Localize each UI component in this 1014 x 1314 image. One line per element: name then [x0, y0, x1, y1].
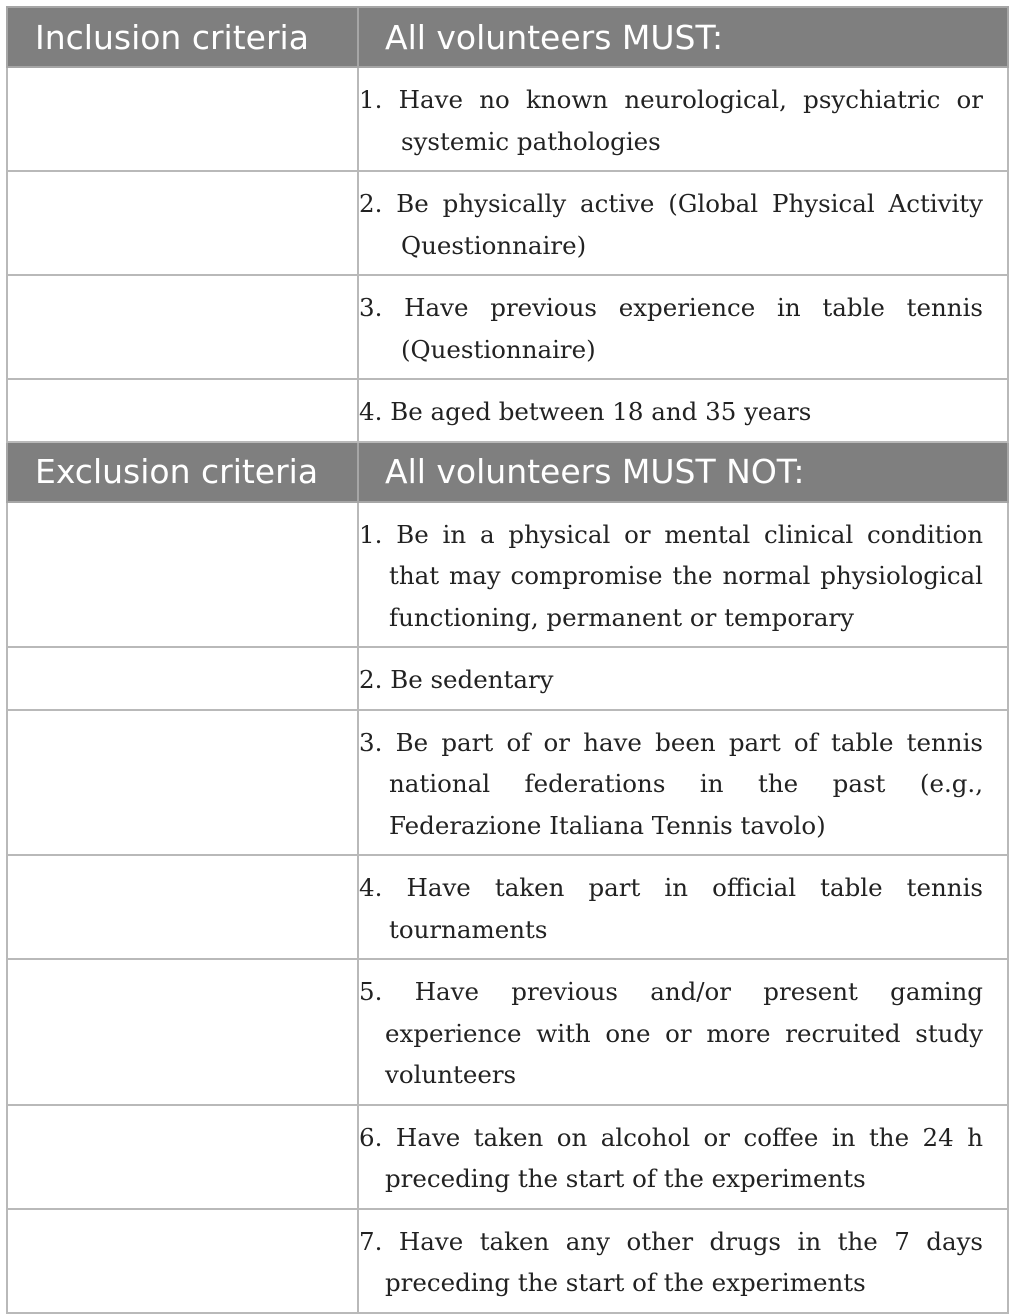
item-text: Have previous experience in table tennis (Questionnaire)	[401, 293, 983, 364]
inclusion-header-row	[7, 7, 1008, 67]
exclusion-row-5	[7, 959, 1008, 1105]
empty-cell	[7, 171, 358, 275]
empty-cell	[7, 67, 358, 171]
exclusion-item-3	[358, 710, 1008, 856]
exclusion-row-1	[7, 502, 1008, 648]
empty-cell	[7, 379, 358, 442]
empty-cell	[7, 275, 358, 379]
item-text: Have taken any other drugs in the 7 days preceding the start of the experiments	[385, 1226, 983, 1297]
exclusion-item-7	[358, 1209, 1008, 1313]
exclusion-heading: All volunteers MUST NOT:	[358, 442, 1008, 502]
inclusion-row-1	[7, 67, 1008, 171]
item-text: Have taken part in official table tennis tournaments	[389, 873, 983, 944]
item-text: Be part of or have been part of table tennis national federations in the past (e.g., Federazione Italiana Tennis tavolo)	[389, 727, 983, 840]
inclusion-criteria-label: Inclusion criteria	[7, 7, 358, 67]
exclusion-criteria-label: Exclusion criteria	[7, 442, 358, 502]
item-text: Be aged between 18 and 35 years	[390, 397, 812, 426]
exclusion-item-5	[358, 959, 1008, 1105]
item-number: 3.	[359, 293, 383, 322]
item-number: 4.	[359, 873, 383, 902]
inclusion-item-3	[358, 275, 1008, 379]
criteria-table	[6, 6, 1009, 1314]
item-number: 3.	[359, 727, 383, 757]
item-number: 2.	[359, 665, 383, 694]
exclusion-row-3	[7, 710, 1008, 856]
exclusion-row-7	[7, 1209, 1008, 1313]
exclusion-row-4	[7, 855, 1008, 959]
item-number: 2.	[359, 189, 383, 218]
inclusion-row-4	[7, 379, 1008, 442]
empty-cell	[7, 855, 358, 959]
item-text: Have taken on alcohol or coffee in the 24 h preceding the start of the experiments	[385, 1122, 983, 1193]
exclusion-row-6	[7, 1105, 1008, 1209]
empty-cell	[7, 710, 358, 856]
item-number: 5.	[359, 977, 383, 1006]
item-number: 1.	[359, 85, 383, 114]
inclusion-row-3	[7, 275, 1008, 379]
inclusion-heading: All volunteers MUST:	[358, 7, 1008, 67]
exclusion-item-2	[358, 647, 1008, 710]
empty-cell	[7, 1105, 358, 1209]
item-number: 1.	[359, 519, 383, 549]
item-text: Be in a physical or mental clinical condition that may compromise the normal physiological functioning, permanent or temporary	[389, 519, 983, 632]
item-number: 6.	[359, 1122, 383, 1152]
inclusion-row-2	[7, 171, 1008, 275]
item-text: Be sedentary	[390, 665, 554, 694]
exclusion-item-6	[358, 1105, 1008, 1209]
item-text: Have previous and/or present gaming experience with one or more recruited study volunteers	[385, 977, 983, 1089]
empty-cell	[7, 502, 358, 648]
item-number: 4.	[359, 397, 383, 426]
empty-cell	[7, 1209, 358, 1313]
item-text: Have no known neurological, psychiatric or systemic pathologies	[398, 85, 983, 156]
inclusion-item-1	[358, 67, 1008, 171]
exclusion-item-4	[358, 855, 1008, 959]
inclusion-item-2	[358, 171, 1008, 275]
inclusion-item-4	[358, 379, 1008, 442]
exclusion-row-2	[7, 647, 1008, 710]
empty-cell	[7, 959, 358, 1105]
item-number: 7.	[359, 1226, 383, 1256]
exclusion-header-row	[7, 442, 1008, 502]
exclusion-item-1	[358, 502, 1008, 648]
empty-cell	[7, 647, 358, 710]
item-text: Be physically active (Global Physical Activity Questionnaire)	[396, 189, 983, 260]
